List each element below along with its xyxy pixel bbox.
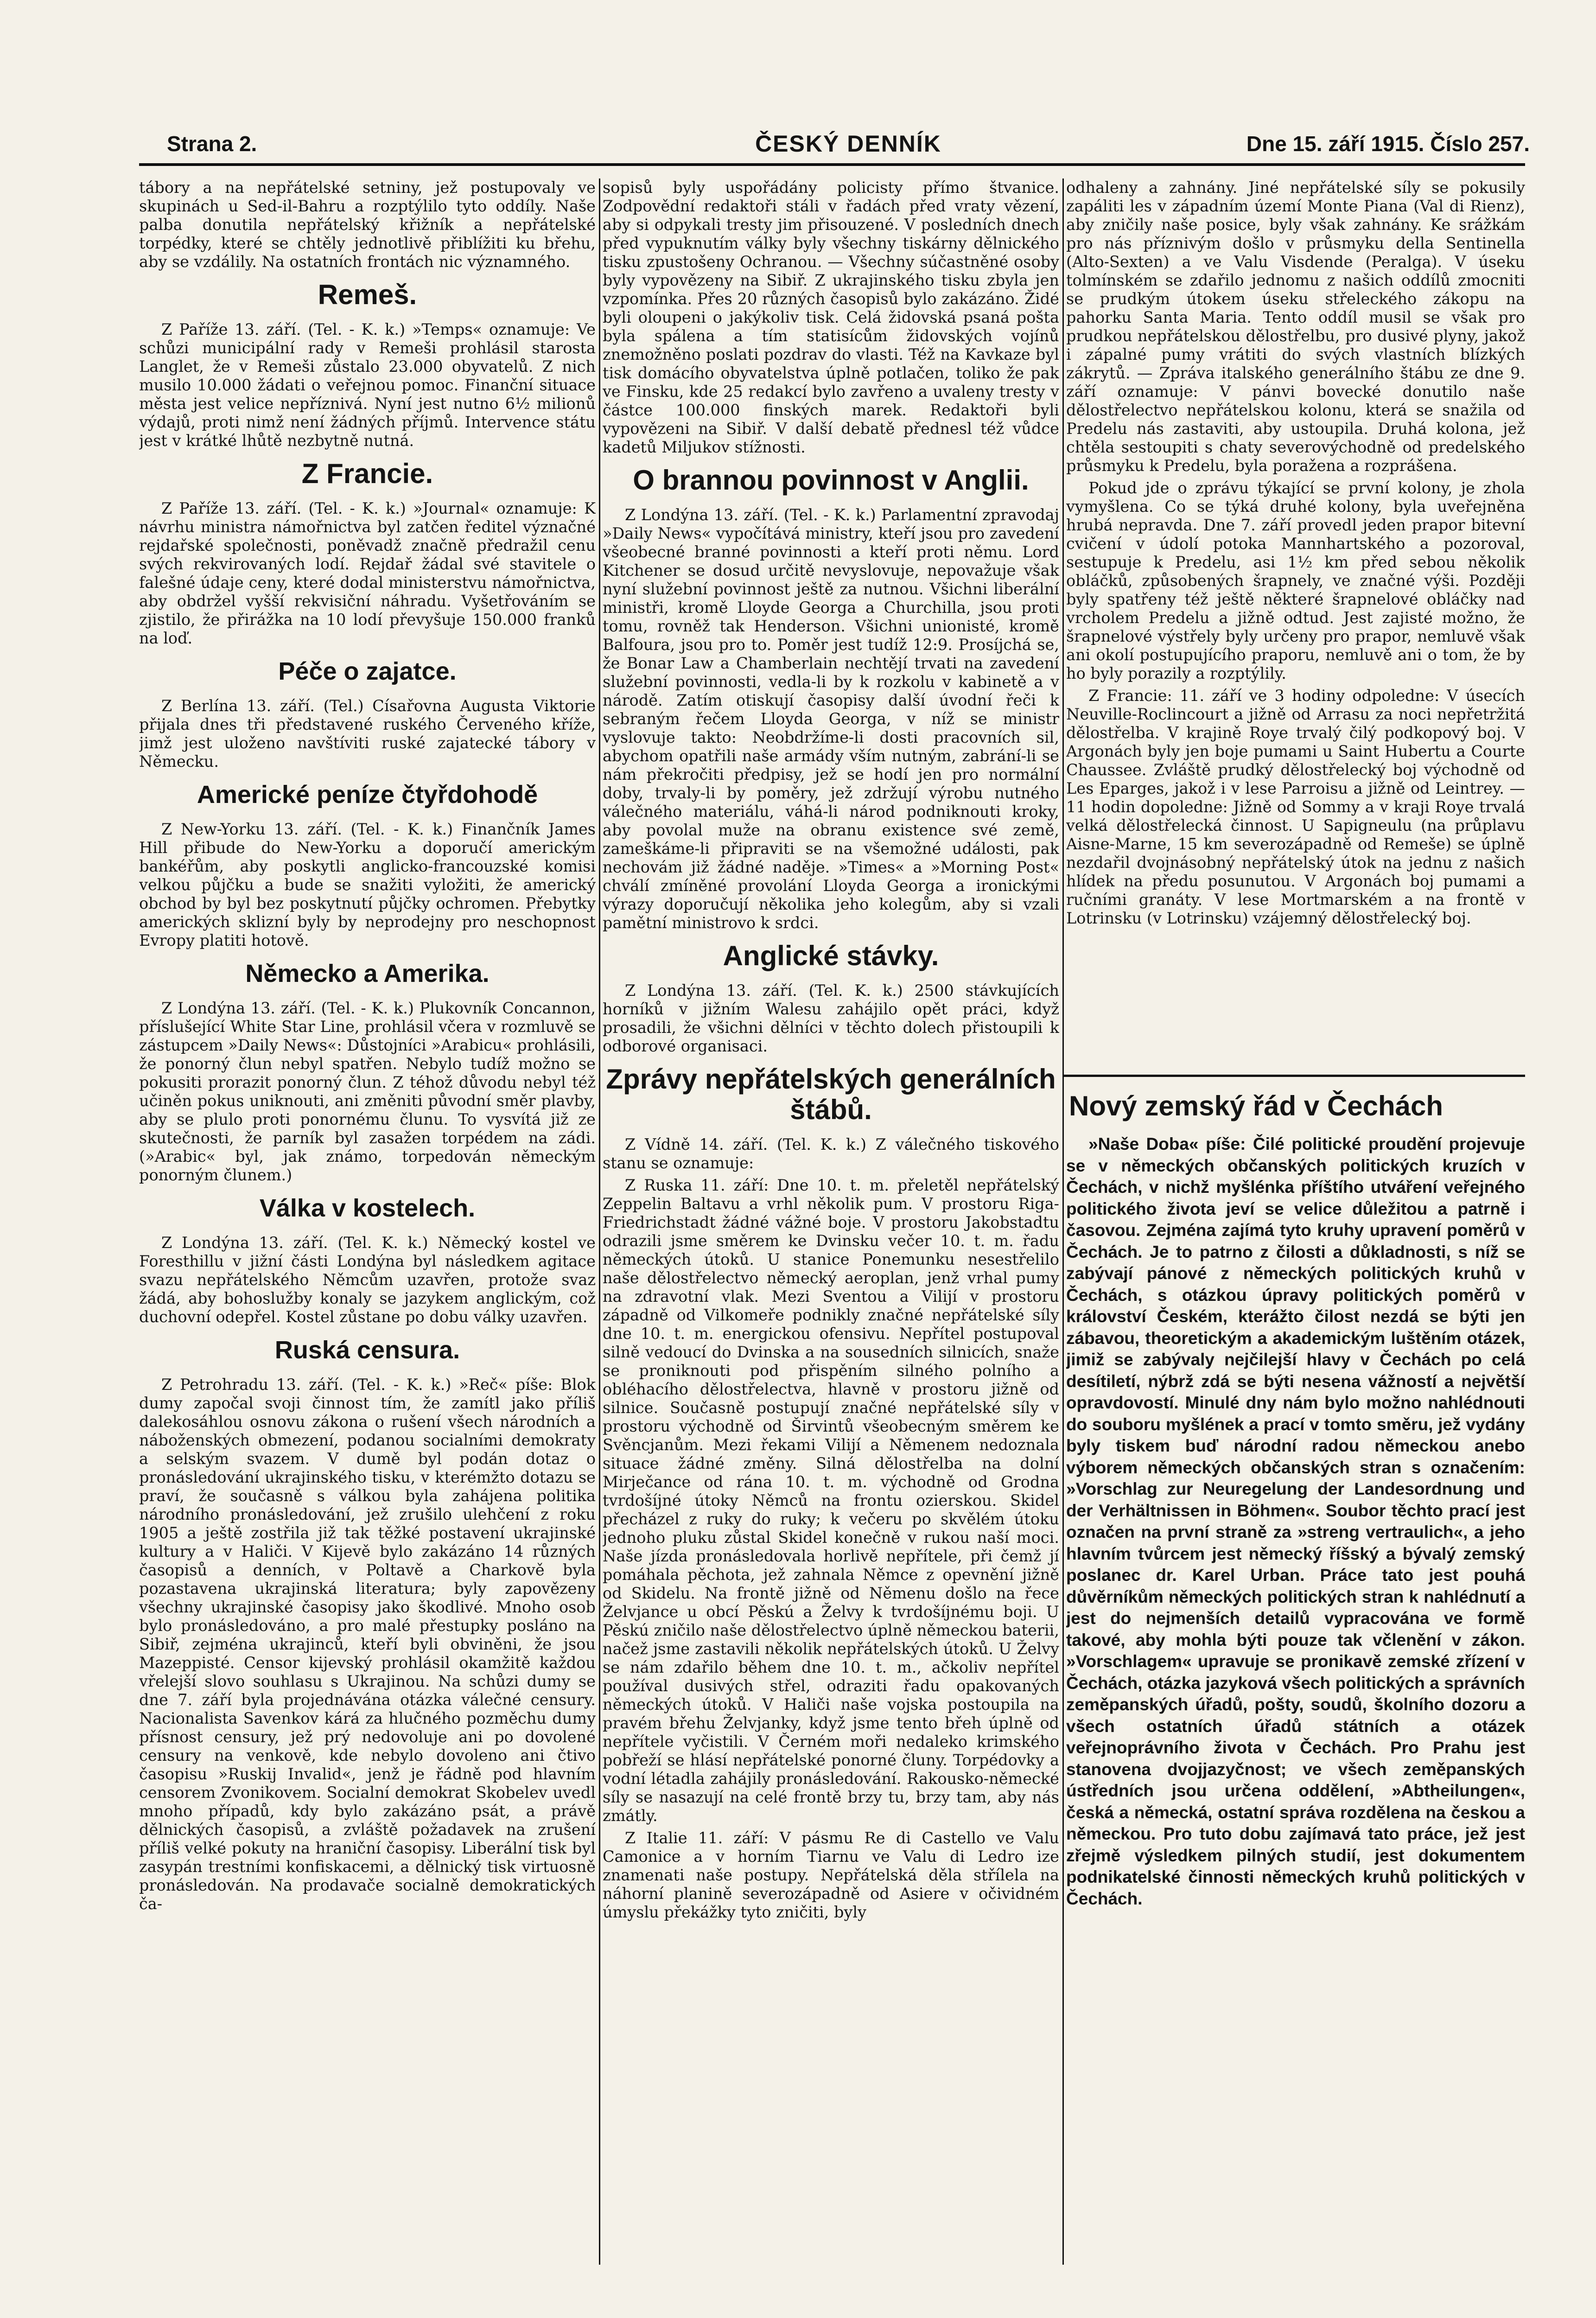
heading-penize: Americké peníze čtyřdohodě	[197, 781, 538, 809]
article-penize: Z New-Yorku 13. září. (Tel. - K. k.) Finančník James Hill přibude do New-Yorku a doporučí americkým bankéřům, aby poskytli anglicko-francouzské komisi velkou půjčku a bude se snažiti vyložiti, že americký obchod by byl bez poskytnutí půjčky ochromen. Přebytky amerických sklizní byly by neprodejny pro neschopnost Evropy platiti hotově.	[139, 820, 596, 949]
heading-valka: Válka v kostelech.	[259, 1194, 476, 1222]
heading-anglie: O brannou povinnost v Anglii.	[633, 465, 1029, 496]
article-francie-zprava: Z Francie: 11. září ve 3 hodiny odpoledne: V úsecích Neuville-Roclincourt a jižně od Arrasu za noci nepřetržitá dělostřelba. V krajině Roye trvalý čilý podkopový boj. V Argonách byly jen boje pumami u Saint Hubertu a Courte Chaussee. Zvláště prudký dělostřelecký boj východně od Les Eparges, jakož i v lese Parroisu a jižně od Leintrey. — 11 hodin dopoledne: Jižně od Sommy a v kraji Roye trvalá velká dělostřelecká činnost. U Sapigneulu (na průplavu Aisne-Marne, 15 km severozápadně od Remeše) se úplně nezdařil dvojnásobný nepřátelský útok na jednu z našich hlídek na předu posunutou. V Argonách boj pumami a ručními granáty. V lese Mortmarském a na frontě v Lotrinsku (v Lotrinsku) vzájemný dělostřelecký boj.	[1066, 687, 1525, 927]
heading-stavky: Anglické stávky.	[723, 940, 939, 971]
feature-box	[1066, 1078, 1525, 2265]
article-zpravy-italie: Z Italie 11. září: V pásmu Re di Castello ve Valu Camonice a v horním Tiarnu ve Valu di Ledro ize znamenati naše postupy. Nepřátelská děla střílela na náhorní planině severozápadně od Asiere v očividném úmyslu překážky tyto zničiti, byly	[603, 1829, 1059, 1921]
heading-zpravy: Zprávy nepřátelských generálních štábů.	[606, 1063, 1056, 1125]
article-stavky: Z Londýna 13. září. (Tel. K. k.) 2500 stávkujících horníků v jižním Walesu zahájilo opět práci, když prosadili, že všichni dělníci v těchto dolech přistoupili k odborové organisaci.	[603, 981, 1059, 1055]
article-pece: Z Berlína 13. září. (Tel.) Císařovna Augusta Viktorie přijala dnes tři představené ruského Červeného kříže, jimž jest uloženo navštíviti ruské zajatecké tábory v Německu.	[139, 697, 596, 771]
column-divider-1	[599, 178, 600, 2265]
article-anglie: Z Londýna 13. září. (Tel. - K. k.) Parlamentní zpravodaj »Daily News« vypočítává ministry, kteří jsou pro zavedení všeobecné branné povinnosti a kteří proti němu. Lord Kitchener se dosud určitě nevyslovuje, nepovažuje však nyní služební povinnost ještě za nutnou. Všichni liberální ministři, kromě Lloyde Georga a Churchilla, jsou proti tomu, rovněž tak Henderson. Všichni unionisté, kromě Balfoura, jsou pro to. Poměr jest tudíž 12:9. Prosíjchá se, že Bonar Law a Chamberlain nechtějí trvati na zavedení služební povinnosti, vedla-li by k rozkolu v kabinetě a v národě. Zatím otiskují časopisy další úvodní řeči k sebraným řečem Lloyda Georga, v níž se ministr vyslovuje takto: Neobdržíme-li dosti pracovních sil, abychom opatřili naše armády vším nutným, zabrání-li se nám překročiti předpisy, jež se hodí jen pro normální doby, trvaly-li by poměry, jež zdržují výrobu nutného válečného materiálu, váhá-li národ podniknouti kroky, aby povolal muže na obranu existence své země, zameškáme-li připraviti se na všemožné události, pak nechovám již žádné naděje. »Times« a »Morning Post« chválí zmíněné provolání Lloyda Georga a ironickými výrazy doporučují několika jeho kolegům, aby si vzali pamětní ministrovo k srdci.	[603, 506, 1059, 932]
header-rule	[139, 163, 1525, 166]
heading-remes: Remeš.	[318, 279, 417, 310]
heading-francie: Z Francie.	[301, 458, 433, 489]
column-2	[603, 178, 1059, 2265]
page-number: Strana 2.	[167, 132, 257, 156]
page-header	[167, 130, 1530, 162]
continued-paragraph: sopisů byly uspořádány policisty přímo štvanice. Zodpovědní redaktoři stáli v řadách před vraty vězení, aby si odpykali tresty jim přisouzené. V posledních dnech před vypuknutím války byly všechny tiskárny dělnického tisku zpustošeny Ochranou. — Všechny súčastněné osoby byly vypovězeny na Sibiř. Z ukrajinského tisku zbyla jen vzpomínka. Přes 20 různých časopisů bylo zakázáno. Židé byli oloupeni o jakýkoliv tisk. Celá židovská psaná pošta byla spálena a tím statisícům židovských vojínů znemožněno poslati pozdrav do vlasti. Též na Kavkaze byl tisk domácího obyvatelstva úplně potlačen, toliko že pak ve Finsku, kde 25 redakcí bylo zavřeno a uvaleny tresty v částce 100.000 finských marek. Redaktoři byli vypovězeni na Sibiř. V další debatě přednesl též vůdce kadetů Miljukov stížnosti.	[603, 178, 1059, 456]
article-kolony: Pokud jde o zprávu týkající se první kolony, je zhola vymyšlena. Co se týká druhé kolony, byla uveřejněna hrubá nepravda. Dne 7. září provedl jeden prapor bitevní cvičení v údolí potoka Mannhartského a pozoroval, sestupuje k Predelu, asi 1½ km před sebou několik obláčků, způsobených šrapnely, ve značné výši. Později byly spatřeny též ještě některé šrapnelové obláčky nad vrcholem Predelu a jižně odtud. Jest zajisté možno, že šrapnelové výstřely byly určeny pro prapor, nemluvě však ani okolí postupujícího praporu, nemluvě ani o tom, že by ho byly porazily a rozptýlily.	[1066, 479, 1525, 682]
column-1	[139, 178, 596, 2265]
continued-paragraph-3: odhaleny a zahnány. Jiné nepřátelské síly se pokusily zapáliti les v západním území Monte Piana (Val di Rienz), aby zničily naše posice, byly však zahnány. Ke srážkám pro nás příznivým došlo v průsmyku della Sentinella (Alto-Sexten) a ve Valu Visdende (Peralga). V úseku tolmínském se zdařilo jednomu z našich oddílů zmocniti se prudkým útokem úseku střeleckého zákopu na pahorku Santa Maria. Tento oddíl musil se však pro prudkou nepřátelskou dělostřelbu, pro dusivé plyny, jakož i zápalné pumy vrátiti do svých vlastních blízkých zákrytů. — Zpráva italského generálního štábu ze dne 9. září oznamuje: V pánvi bovecké donutilo naše dělostřelectvo nepřátelskou kolonu, která se snažila od Predelu nás zastaviti, aby ustoupila. Druhá kolona, jež chtěla sestoupiti s chaty severovýchodně od predelského průsmyku k Predelu, byla poražena a rozprášena.	[1066, 178, 1525, 475]
article-valka: Z Londýna 13. září. (Tel. K. k.) Německý kostel ve Foresthillu v jižní části Londýna byl následkem agitace svazu nepřátelského Němcům uzavřen, protože svaz žádá, aby bohoslužby konaly se jazykem anglickým, což duchovní odepřel. Kostel zůstane po dobu války uzavřen.	[139, 1234, 596, 1326]
article-zpravy-rusko: Z Ruska 11. září: Dne 10. t. m. přeletěl nepřátelský Zeppelin Baltavu a vrhl několik pum. V prostoru Riga-Friedrichstadt žádné vážné boje. V prostoru Jakobstadtu odrazili jsme směrem ke Dvinsku večer 10. t. m. řadu německých útoků. U stanice Ponemunku nesestřelilo naše dělostřelectvo německý aeroplan, jenž vrhal pumy na zdravotní vlak. Mezi Sventou a Vilijí v prostoru západně od Vilkomeře podnikly značné nepřátelské síly dne 10. t. m. energickou ofensivu. Nepřítel postupoval silně vedoucí do Dvinska a na sousedních silnicích, snaže se proniknouti pod přispěním silného polního a obléhacího dělostřelectva, hlavně v prostoru jižně od silnice. Současně postupují značné nepřátelské síly v prostoru východně od Širvintů všeobecným směrem ke Svěncjanům. Mezi řekami Vilijí a Němenem nedoznala situace žádné změny. Silná dělostřelba na dolní Mirječance od rána 10. t. m. východně od Grodna tvrdošíjné útoky Němců na frontu ozierskou. Skidel přecházel z ruky do ruky; k večeru po skvělém útoku jednoho pluku zůstal Skidel konečně v rukou naší moci. Naše jízda pronásledovala horlivě nepřítele, při čemž jí pomáhala pěchota, jež zahnala Němce z opevnění jižně od Skidelu. Na frontě jižně od Němenu došlo na řece Želvjance u obcí Pěskú a Želvy k tvrdošíjnému boji. U Pěskú zničilo naše dělostřelectvo úplně německou baterii, načež jsme zastavili několik nepřátelských útoků. U Želvy se nám zdařilo během dne 10. t. m., ačkoliv nepřítel používal dusivých střel, odraziti řadu opakovaných německých útoků. V Haliči naše vojska postoupila na pravém břehu Želvjanky, když jsme tento břeh úplně od nepřítele vyčistili. V Černém moři nedaleko krimského pobřeží se hlásí nepřátelské ponorné čluny. Torpédovky a vodní létadla zahájily pronásledování. Rakousko-německé síly se nasazují na celé frontě brzy tu, brzy tam, aby nás zmátly.	[603, 1176, 1059, 1825]
article-zpravy-intro: Z Vídně 14. září. (Tel. K. k.) Z válečného tiskového stanu se oznamuje:	[603, 1135, 1059, 1172]
article-remes: Z Paříže 13. září. (Tel. - K. k.) »Temps« oznamuje: Ve schůzi municipální rady v Remeši prohlásil starosta Langlet, že v Remeši zůstalo 23.000 obyvatelů. Z nich musilo 10.000 žádati o veřejnou pomoc. Finanční situace města jest velice nepříznivá. Nyní jest nutno 6½ milionů výdajů, proti nimž není žádných příjmů. Intervence státu jest v krátké lhůtě nezbytně nutná.	[139, 320, 596, 450]
heading-nemecko: Německo a Amerika.	[245, 960, 490, 987]
article-cenzura: Z Petrohradu 13. září. (Tel. - K. k.) »Reč« píše: Blok dumy započal svoji činnost tím, že zamítl jako příliš dalekosáhlou osnovu zákona o rušení všech národních a náboženských obmezení, podanou socialními demokraty a selským svazem. V dumě byl podán dotaz o pronásledování ukrajinského tisku, v kterémžto dotazu se praví, že současně s válkou byla zahájena politika národního pronásledování, jež zrušilo ulehčení z roku 1905 a ještě zostřila již tak těžké postavení ukrajinské kultury a v Haliči. V Kijevě bylo zakázáno 14 různých časopisů a denních, v Poltavě a Charkově byla pozastavena ukrajinská literatura; byly zapovězeny všechny ukrajinské časopisy jako škodlivé. Mnoho osob bylo pronásledováno, a pro malé přestupky posláno na Sibiř, zejména ukrajinců, kteří byli obviněni, že jsou Mazeppisté. Censor kijevský prohlásil okamžitě každou vřelejší slovo souhlasu s Ukrajinou. Na schůzi dumy se dne 7. září byla projednávána otázka válečné censury. Nacionalista Savenkov kárá za hlučného pozměchu dumy přísnost censury, jež prý nedovoluje ani po dovolené censury na venkově, kde nebylo dovoleno ani čtivo časopisu »Ruskij Invalid«, jenž je řádně pod hlavním censorem Zvonikovem. Socialní demokrat Skobelev uvedl mnoho případů, kdy bylo zakázáno psát, a právě dělnických časopisů, a zvláště požadavek na zrušení příliš velké pokuty na hraniční časopisy. Liberální tisk byl zasypán trestními konfiskacemi, a dělnický tisk virtuosně pronásledován. Na prodavače socialně demokratických ča-	[139, 1376, 596, 1913]
box-rule-top	[1062, 1075, 1525, 1077]
column-3	[1066, 178, 1525, 1071]
masthead-title: ČESKÝ DENNÍK	[755, 131, 941, 157]
article-nemecko: Z Londýna 13. září. (Tel. - K. k.) Plukovník Concannon, příslušející White Star Line, prohlásil včera v rozmluvě se zástupcem »Daily News«: Důstojníci »Arabicu« prohlásili, že ponorný člun nebyl spatřen. Nebylo tudíž možno se pokusiti prorazit ponorný člun. Z téhož důvodu nebyl též učiněn pokus uniknouti, ani změniti původní směr plavby, aby se plulo proti ponornému člunu. To vysvítá již ze skutečnosti, že parník byl zasažen torpédem na zádi. (»Arabic« byl, jak známo, torpedován německým ponorným člunem.)	[139, 999, 596, 1184]
heading-pece: Péče o zajatce.	[278, 657, 457, 685]
article-francie: Z Paříže 13. září. (Tel. - K. k.) »Journal« oznamuje: K návrhu ministra námořnictva byl zatčen ředitel význačné rejdařské společnosti, poněvadž značně předražil cenu svých rekvirovaných lodí. Rejdař žádal své stavitele o falešné údaje ceny, které dodal ministerstvu námořnictva, aby obdržel vyšší rekvisiční náhradu. Vyšetřováním se zjistilo, že přirážka na 10 lodí převyšuje 150.000 franků na loď.	[139, 499, 596, 647]
intro-paragraph: tábory a na nepřátelské setniny, jež postupovaly ve skupinách u Sed-il-Bahru a rozptýlilo tyto oddíly. Naše palba donutila nepřátelský křižník a nepřátelské torpédky, které se chtěly jednotlivě přiblížiti ku břehu, aby se vzdálily. Na ostatních frontách nic významného.	[139, 178, 596, 271]
article-zemsky-rad: »Naše Doba« píše: Čilé politické proudění projevuje se v německých občanských politických kruzích v Čechách, v nichž myšlénka příštího utváření veřejného politického života jeví se velice důležitou a patrně i časovou. Zejména zajímá tyto kruhy upravení poměrů v Čechách. Je to patrno z čilosti a důkladnosti, s níž se zabývají pánové z německých politických kruhů v Čechách, s otázkou úpravy politických poměrů v království Českém, kterážto čilost nezdá se býti jen zábavou, theoretickým a akademickým luštěním otázek, jimiž se zabývaly nejčilejší hlavy v Čechách po celá desítiletí, nýbrž zdá se býti nesena vážností a největší opravdovostí. Minulé dny nám bylo možno nahlédnouti do souboru myšlének a prací v tomto směru, jež vydány byly tiskem buď národní radou německou anebo výborem německých občanských stran s označením: »Vorschlag zur Neuregelung der Landesordnung und der Verhältnissen in Böhmen«. Soubor těchto prací jest označen na první straně za »streng vertraulich«, a jeho hlavním tvůrcem jest německý říšský a bývalý zemský poslanec dr. Karel Urban. Práce tato jest pouhá důvěrníkům německých politických stran k nahlédnutí a jest do nejmenších detailů vypracována ve formě takové, aby mohla býti pouze tak včlenění v zákon. »Vorschlagem« upravuje se pronikavě zemské zřízení v Čechách, otázka jazyková všech politických a správních zeměpanských úřadů, pošty, soudů, školního dozoru a všech ostatních úřadů státních a otázek veřejnoprávního života v Čechách. Pro Prahu jest stanovena dvojjazyčnost; ve všech zeměpanských ústředních jsou určena oddělení, »Abtheilungen«, česká a německá, ostatní správa rozdělena na českou a německou. Pro tuto dobu zajímavá tato práce, jež jest zřejmě výsledkem pilných studií, jest dokumentem podnikatelské činnosti německých kruhů politických v Čechách.	[1066, 1134, 1525, 1908]
column-divider-2	[1062, 178, 1064, 2265]
heading-cenzura: Ruská censura.	[274, 1336, 460, 1364]
issue-date: Dne 15. září 1915. Číslo 257.	[1246, 132, 1530, 156]
heading-zemsky-rad: Nový zemský řád v Čechách	[1069, 1090, 1443, 1121]
